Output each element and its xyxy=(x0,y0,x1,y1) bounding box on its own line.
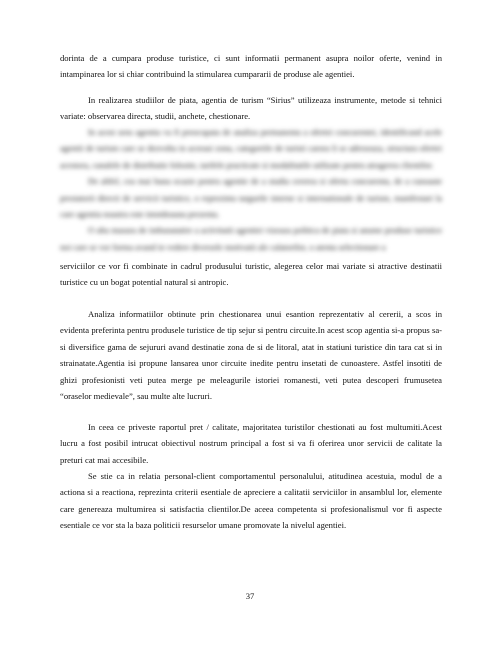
paragraph-price-quality xyxy=(60,419,442,468)
paragraph-9: Se stie ca in relatia personal-client comportamentul personalului, atitudinea acestuia, modul de a actiona si a reactiona, reprezinta criterii esentiale de apreciere a calitatii serviciilor in ansamblul lor, elemente care genereaza multumirea si satisfactia clientilor.De aceea competenta si profesionalismul vor fi aspecte esentiale ce vor sta la baza politicii resurselor umane promovate la nivelul agentiei. xyxy=(60,471,442,531)
paragraph-7: Analiza informatiilor obtinute prin chestionarea unui esantion reprezentativ al cererii, a scos in evidenta preferinta pentru produsele turistice de tip sejur si pentru circuite.In acest scop agentia si-a propus sa-si diversifice gama de sejururi avand destinatie zona de si de litoral, atat in statiuni turistice din tara cat si in strainatate.Agentia isi propune lansarea unor circuite inedite pentru insetati de cunoastere. Astfel insotiti de ghizi profesionisti veti putea merge pe meleagurile istoriei romanesti, veti putea descoperi frumusetea “oraselor medievale”, sau multe alte lucruri. xyxy=(60,309,442,402)
paragraph-market-study xyxy=(60,92,442,125)
paragraph-8: In ceea ce priveste raportul pret / calitate, majoritatea turistilor chestionati au fost multumiti.Acest lucru a fost posibil intrucat obiectivul nostrum principal a fost si va fi oferirea unor servicii de calitate la preturi cat mai accesibile. xyxy=(60,422,442,465)
paragraph-6: serviciilor ce vor fi combinate in cadrul produsului turistic, alegerea celor mai variate si atractive destinatii turistice cu un bogat potential natural si antropic. xyxy=(60,261,442,288)
paragraph-1: dorinta de a cumpara produse turistice, ci sunt informatii permanent asupra noilor oferte, venind in intampinarea lor si chiar contribuind la stimularea cumpararii de produse ale agentiei. xyxy=(60,53,442,80)
blurred-section xyxy=(60,124,442,255)
paragraph-4: De altfel, cea mai buna ocazie pentru agentie de a studia cererea si oferta concurenta, de a cunoaste prestatorii directi de servicii turistice, o reprezinta targurile interne si internationale de turism, manifestari la care agentia noastra este intotdeauna prezenta. xyxy=(60,176,442,220)
paragraph-5: O alta masura de imbunatatire a activitatii agentiei vizeaza politica de piata si anume produse turistice noi care se vor forma avand in vedere diversele motivatii ale calatorilor, o atenta selectionare a xyxy=(60,225,442,252)
page-number: 37 xyxy=(245,591,255,601)
paragraph-personnel xyxy=(60,468,442,534)
paragraph-3: In acest sens agentia va fi preocupata de analiza permanenta a ofertei concurentei, identificand acele agentii de turism care se dezvolta in aceeasi zona, categoriile de turisti carora li se adreseaza, structura ofertei acestora, canalele de distributie folosite, tarifele practicate si modalitatile utilizate pentru atragerea clientilor. xyxy=(60,127,442,170)
paragraph-analysis xyxy=(60,306,442,404)
paragraph-continuation xyxy=(60,50,442,83)
paragraph-services xyxy=(60,258,442,291)
paragraph-2: In realizarea studiilor de piata, agentia de turism “Sirius” utilizeaza instrumente, metode si tehnici variate: observarea directa, studii, anchete, chestionare. xyxy=(60,95,442,122)
